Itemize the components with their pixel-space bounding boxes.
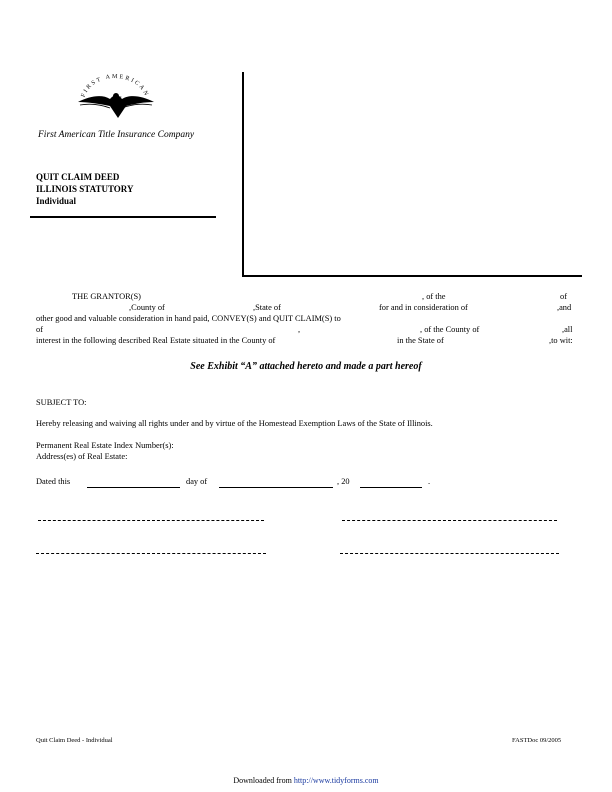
address-label: Address(es) of Real Estate: [36,452,128,461]
year-prefix-label: , 20 [337,477,350,486]
consideration-label: for and in consideration of [379,303,468,312]
signature-line-1[interactable] [38,520,264,521]
download-prefix: Downloaded from [233,776,292,785]
of-label-2: of [36,325,43,334]
day-blank[interactable] [87,487,180,488]
to-wit-label: ,to wit: [549,336,573,345]
recording-box-left-border [242,72,244,277]
all-label: ,all [562,325,573,334]
deed-subtitle: ILLINOIS STATUTORY [36,184,134,194]
signature-line-2[interactable] [342,520,557,521]
period-label: . [428,477,431,486]
in-state-of-label: in the State of [397,336,444,345]
dated-this-label: Dated this [36,477,71,486]
homestead-waiver-text: Hereby releasing and waiving all rights under and by virtue of the Homestead Exemption Laws of the State of Illinois. [36,419,433,428]
of-label: of [560,292,567,301]
of-county-label: , of the County of [420,325,480,334]
of-the-label: , of the [422,292,446,301]
interest-text: interest in the following described Real Estate situated in the County of [36,336,276,345]
download-note [0,776,612,785]
and-label: ,and [557,303,572,312]
year-blank[interactable] [360,487,422,488]
signature-line-4[interactable] [340,553,559,554]
title-underline [30,216,216,218]
grantor-label: THE GRANTOR(S) [72,292,141,301]
eagle-logo-icon [70,72,160,122]
comma-label: , [298,325,301,334]
download-link[interactable]: http://www.tidyforms.com [293,776,379,785]
month-blank[interactable] [219,487,333,488]
day-of-label: day of [186,477,208,486]
subject-to-label: SUBJECT TO: [36,398,87,407]
company-name: First American Title Insurance Company [38,130,195,140]
county-of-label: ,County of [129,303,165,312]
signature-line-3[interactable] [36,553,266,554]
state-of-label: ,State of [253,303,281,312]
recording-box-bottom-border [242,275,582,277]
footer-doc-code: FASTDoc 09/2005 [512,737,562,744]
exhibit-note: See Exhibit “A” attached hereto and made a part hereof [190,361,422,372]
convey-text: other good and valuable consideration in hand paid, CONVEY(S) and QUIT CLAIM(S) to [36,314,341,323]
logo-arc-text: FIRST AMERICAN [80,73,150,99]
deed-type: Individual [36,196,77,206]
footer-doc-name: Quit Claim Deed - Individual [36,737,113,744]
pin-label: Permanent Real Estate Index Number(s): [36,441,174,450]
deed-title: QUIT CLAIM DEED [36,172,120,182]
